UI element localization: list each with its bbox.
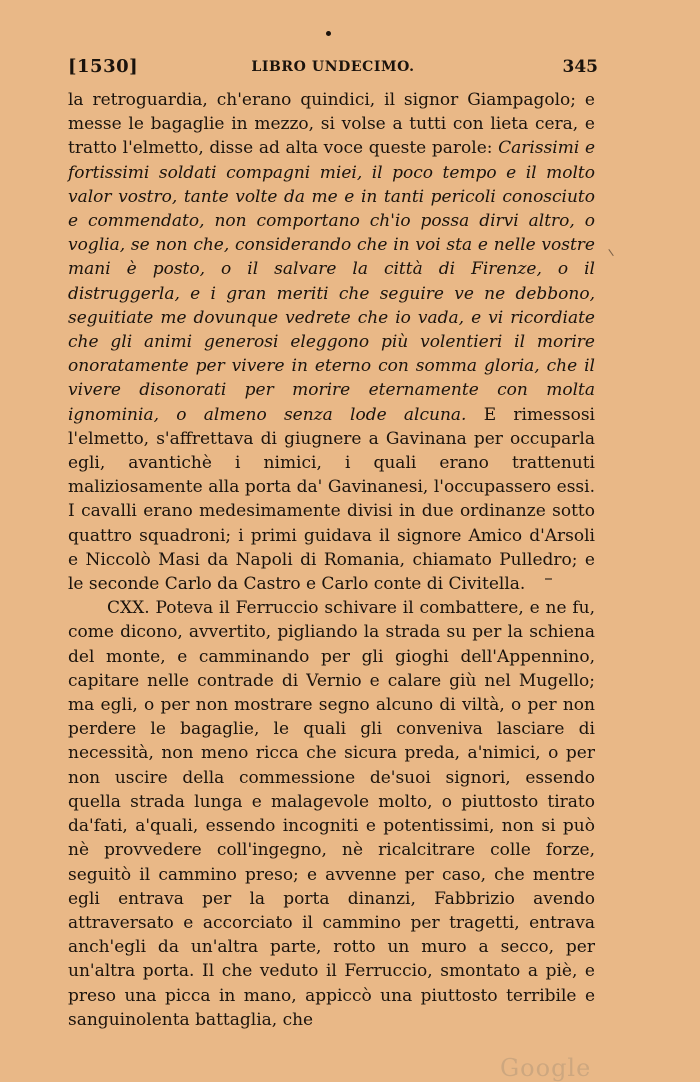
printer-dot-mark	[326, 31, 331, 36]
margin-tick-mark	[604, 249, 614, 259]
paragraph-1-rest: E rimessosi l'elmetto, s'affrettava di giugnere a Gavinana per occuparla egli, avantichè i nimici, i quali erano trattenuti maliziosamente alla porta da' Gavinanesi, l'occupassero essi. I cavalli erano medesimamente divisi in due ordinanze sotto quattro squadroni; i primi guidava il signore Amico d'Arsoli e Niccolò Masi da Napoli di Romania, chiamato Pulledro; e le seconde Carlo da Castro e Carlo conte di Civitella.	[68, 404, 595, 595]
watermark-logo: Google	[500, 1054, 592, 1082]
body-text	[68, 88, 595, 1032]
page-number: 345	[562, 57, 598, 77]
ferruccio-speech: Carissimi e fortissimi soldati compagni miei, il poco tempo e il molto valor vostro, tante volte da me e in tanti pericoli conosciuto e commendato, non comportano ch'io possa dirvi altro, o voglia, se non che, considerando che in voi sta e nelle vostre mani è posto, o il salvare la città di Firenze, o il distruggerla, e i gran meriti che seguire ve ne debbono, seguitiate me dovunque vedrete che io vada, e vi ricordiate che gli animi generosi eleggono più volentieri il morire onoratamente per vivere in eterno con somma gloria, che il vivere disonorati per morire eternamente con molta ignominia, o almeno senza lode alcuna.	[68, 138, 596, 425]
paragraph-2: CXX. Poteva il Ferruccio schivare il combattere, e ne fu, come dicono, avvertito, pigliando la strada su per la schiena del monte, e camminando per gli gioghi dell'Appennino, capitare nelle contrade di Vernio e calare giù nel Mugello; ma egli, o per non mostrare segno alcuno di viltà, o per non perdere le bagaglie, le quali gli conveniva lasciare di necessità, non meno ricca che sicura preda, a'nimici, o per non uscire della commessione de'suoi signori, essendo quella strada lunga e malagevole molto, o piuttosto tirato da'fati, a'quali, essendo incogniti e potentissimi, non si può nè provvedere coll'ingegno, nè ricalcitrare colle forze, seguitò il cammino preso; e avvenne per caso, che mentre egli entrava per la porta dinanzi, Fabbrizio avendo attraversato e accorciato il cammino per tragetti, entrava anch'egli da un'altra parte, rotto un muro a secco, per un'altra porta. Il che veduto il Ferruccio, smontato a piè, e preso una picca in mano, appiccò una piuttosto terribile e sanguinolenta battaglia, che	[68, 598, 595, 1030]
margin-dash-mark	[545, 578, 552, 580]
page-header	[68, 56, 598, 78]
header-title: LIBRO UNDECIMO.	[251, 59, 415, 75]
paragraph-1	[68, 88, 595, 596]
header-year: [1530]	[68, 56, 139, 77]
paragraph-1-intro: la retroguardia, ch'erano quindici, il signor Giampagolo; e messe le bagaglie in mezzo, si volse a tutti con lieta cera, e tratto l'elmetto, disse ad alta voce queste parole:	[68, 90, 595, 159]
